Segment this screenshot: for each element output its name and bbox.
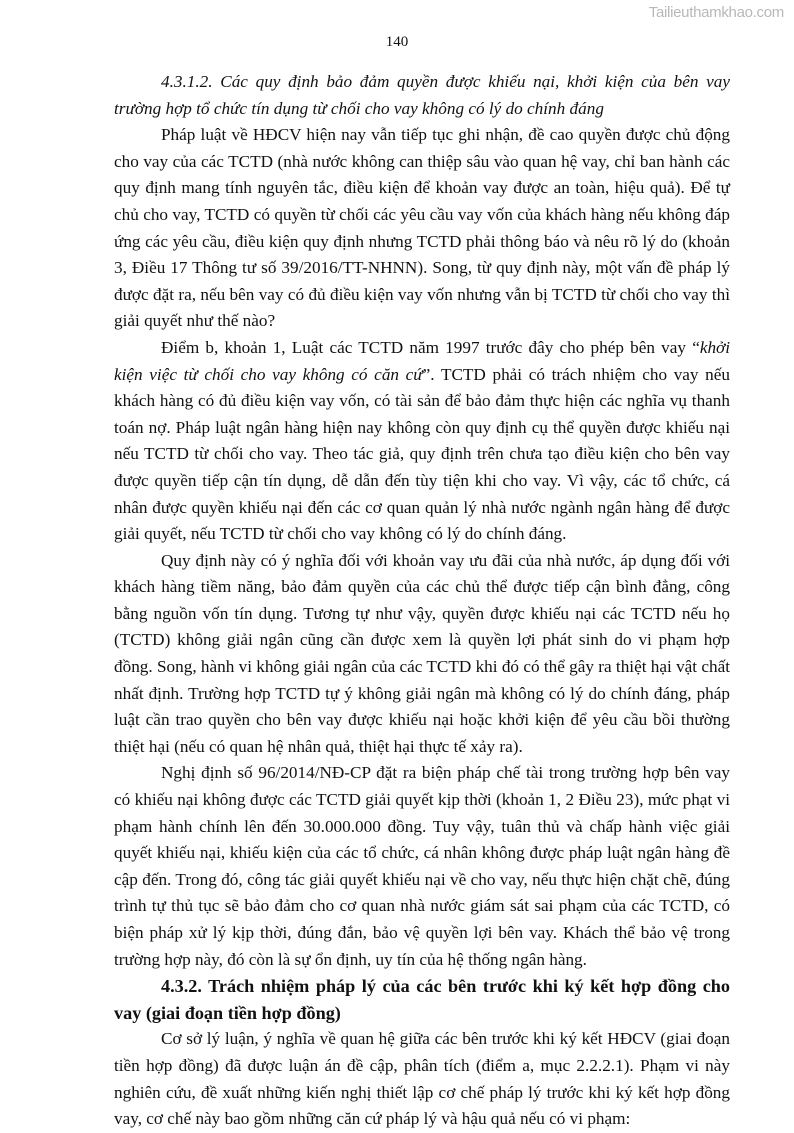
paragraph-2-text-b: ”. TCTD phải có trách nhiệm cho vay nếu khách hàng có đủ điều kiện vay vốn, có tài sản để bảo đảm thực hiện các nghĩa vụ thanh toán nợ. Pháp luật ngân hàng hiện nay không còn quy định cụ thể quyền được khiếu nại nếu TCTD từ chối cho vay. Theo tác giả, quy định trên chưa tạo điều kiện cho bên vay được quyền tiếp cận tín dụng, dễ dẫn đến tùy tiện khi cho vay. Vì vậy, các tổ chức, cá nhân được quyền khiếu nại đến các cơ quan quản lý nhà nước ngành ngân hàng để được giải quyết, nếu TCTD từ chối cho vay không có lý do chính đáng.	[114, 364, 730, 544]
section-heading: 4.3.2. Trách nhiệm pháp lý của các bên trước khi ký kết hợp đồng cho vay (giai đoạn tiền hợp đồng)	[114, 976, 730, 1023]
watermark: Tailieuthamkhao.com	[648, 4, 784, 21]
paragraph-3: Quy định này có ý nghĩa đối với khoản vay ưu đãi của nhà nước, áp dụng đối với khách hàng tiềm năng, bảo đảm quyền của các chủ thể được tiếp cận bình đẳng, công bằng nguồn vốn tín dụng. Tương tự như vậy, quyền được khiếu nại các TCTD nếu họ (TCTD) không giải ngân cũng cần được xem là quyền lợi phát sinh do vi phạm hợp đồng. Song, hành vi không giải ngân của các TCTD khi đó có thể gây ra thiệt hại vật chất nhất định. Trường hợp TCTD tự ý không giải ngân mà không có lý do chính đáng, pháp luật cần trao quyền cho bên vay được khiếu nại hoặc khởi kiện để yêu cầu bồi thường thiệt hại (nếu có quan hệ nhân quả, thiệt hại thực tế xảy ra).	[114, 550, 730, 756]
paragraph-2-quote: khởi kiện việc từ chối cho vay không có căn cứ	[114, 337, 730, 384]
subsection-heading: 4.3.1.2. Các quy định bảo đảm quyền được khiếu nại, khởi kiện của bên vay trường hợp tổ chức tín dụng từ chối cho vay không có lý do chính đáng	[114, 72, 730, 118]
page-number: 140	[385, 34, 409, 50]
paragraph-4: Nghị định số 96/2014/NĐ-CP đặt ra biện pháp chế tài trong trường hợp bên vay có khiếu nại không được các TCTD giải quyết kịp thời (khoản 1, 2 Điều 23), mức phạt vi phạm hành chính lên đến 30.000.000 đồng. Tuy vậy, tuân thủ và chấp hành việc giải quyết khiếu nại, khiếu kiện của các tổ chức, cá nhân không được pháp luật ngân hàng đề cập đến. Trong đó, công tác giải quyết khiếu nại về cho vay, nếu thực hiện chặt chẽ, đúng trình tự thủ tục sẽ bảo đảm cho cơ quan nhà nước giám sát sai phạm của các TCTD, có biện pháp xử lý kịp thời, đúng đắn, bảo vệ quyền lợi bên vay. Khách thể bảo vệ trong trường hợp này, đó còn là sự ổn định, uy tín của hệ thống ngân hàng.	[114, 763, 730, 969]
paragraph-1: Pháp luật về HĐCV hiện nay vẫn tiếp tục ghi nhận, đề cao quyền được chủ động cho vay của các TCTD (nhà nước không can thiệp sâu vào quan hệ vay, chỉ ban hành các quy định mang tính nguyên tắc, điều kiện để khoản vay được an toàn, hiệu quả). Để tự chủ cho vay, TCTD có quyền từ chối các yêu cầu vay vốn của khách hàng nếu không đáp ứng các yêu cầu, điều kiện quy định nhưng TCTD phải thông báo và nêu rõ lý do (khoản 3, Điều 17 Thông tư số 39/2016/TT-NHNN). Song, từ quy định này, một vấn đề pháp lý được đặt ra, nếu bên vay có đủ điều kiện vay vốn nhưng vẫn bị TCTD từ chối cho vay thì giải quyết như thế nào?	[114, 125, 730, 331]
document-body	[114, 69, 730, 1133]
paragraph-5: Cơ sở lý luận, ý nghĩa về quan hệ giữa các bên trước khi ký kết HĐCV (giai đoạn tiền hợp đồng) đã được luận án đề cập, phân tích (điểm a, mục 2.2.2.1). Phạm vi này nghiên cứu, đề xuất những kiến nghị thiết lập cơ chế pháp lý trước khi ký kết hợp đồng vay, cơ chế này bao gồm những căn cứ pháp lý và hậu quả nếu có vi phạm:	[114, 1029, 730, 1129]
paragraph-2-text-a: Điểm b, khoản 1, Luật các TCTD năm 1997 trước đây cho phép bên vay “	[161, 337, 700, 357]
paragraph-2	[114, 335, 730, 548]
